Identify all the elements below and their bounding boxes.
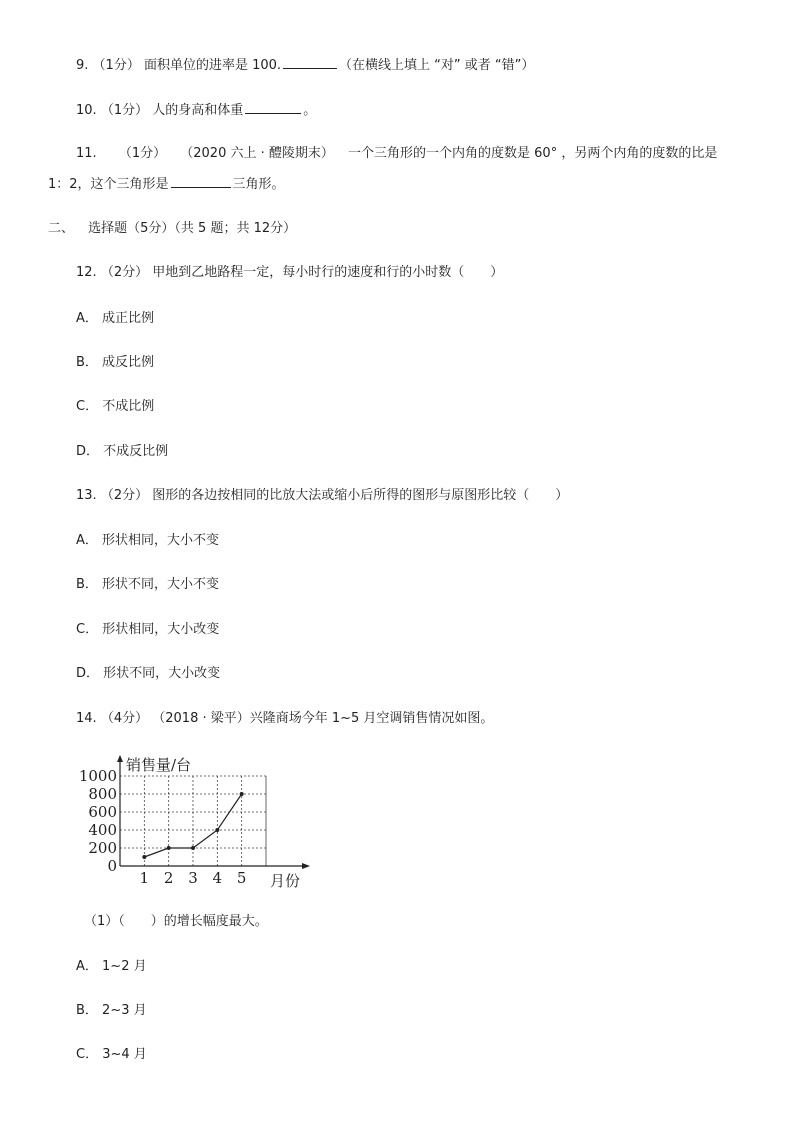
option-b[interactable]: B． 2~3 月 — [76, 1003, 147, 1018]
y-tick-label: 200 — [88, 839, 117, 857]
question-number: 14. — [76, 711, 97, 726]
question-text: 图形的各边按相同的比放大法或缩小后所得的图形与原图形比较（ ） — [152, 488, 569, 503]
option-c[interactable]: C． 不成比例 — [76, 399, 155, 414]
x-tick-label: 1 — [139, 869, 150, 887]
section-heading — [48, 220, 296, 238]
x-tick-label: 3 — [188, 869, 198, 887]
question-11-continued — [48, 175, 285, 194]
question-11 — [76, 145, 717, 163]
question-text: 面积单位的进率是 100. — [143, 58, 282, 73]
option-c[interactable]: C． 形状相同，大小改变 — [76, 622, 220, 637]
option-b[interactable]: B． 成反比例 — [76, 355, 155, 370]
option-a[interactable]: A． 形状相同，大小不变 — [76, 533, 220, 548]
x-tick-label: 4 — [212, 869, 223, 887]
answer-blank[interactable] — [283, 56, 337, 69]
section-title: 选择题（5分）（共 5 题；共 12分） — [88, 221, 297, 236]
question-number: 9. — [76, 58, 89, 73]
section-number: 二、 — [48, 221, 75, 236]
question-score: （1分） — [118, 146, 167, 161]
x-axis-label: 月份 — [270, 872, 301, 890]
question-number: 13. — [76, 488, 97, 503]
y-tick-label: 1000 — [78, 767, 117, 785]
option-b[interactable]: B． 形状不同，大小不变 — [76, 577, 220, 592]
question-9 — [76, 56, 534, 75]
chart-axes — [79, 755, 310, 887]
y-axis-label: 销售量/台 — [126, 756, 192, 774]
data-point — [240, 792, 244, 796]
question-score: （2分） — [100, 488, 149, 503]
question-text: 1：2，这个三角形是 — [48, 177, 169, 192]
data-point — [167, 846, 171, 850]
y-tick-label: 0 — [107, 857, 117, 875]
question-text-tail: 三角形。 — [232, 177, 285, 192]
question-14 — [76, 710, 493, 728]
question-text-tail: 。 — [303, 103, 317, 118]
question-text: 甲地到乙地路程一定，每小时行的速度和行的小时数（ ） — [152, 265, 504, 280]
option-d[interactable]: D． 不成反比例 — [76, 444, 169, 459]
question-source: （2020 六上 · 醴陵期末） — [180, 146, 334, 161]
data-point — [142, 855, 146, 859]
y-axis-arrow — [117, 755, 123, 762]
answer-blank[interactable] — [245, 101, 301, 114]
option-c[interactable]: C． 3~4 月 — [76, 1047, 147, 1062]
question-10 — [76, 101, 316, 120]
x-tick-label: 2 — [163, 869, 174, 887]
question-number: 10. — [76, 103, 97, 118]
option-d[interactable]: D． 形状不同，大小改变 — [76, 666, 221, 681]
question-text: （2018 · 梁平）兴隆商场今年 1~5 月空调销售情况如图。 — [152, 711, 494, 726]
y-tick-label: 400 — [88, 821, 117, 839]
question-score: （1分） — [100, 103, 149, 118]
question-text: 人的身高和体重 — [152, 103, 244, 118]
question-13 — [76, 487, 568, 505]
data-point — [191, 846, 195, 850]
chart-grid — [120, 776, 266, 866]
data-point — [215, 828, 219, 832]
question-text-tail: （在横线上填上 “对” 或者 “错”） — [339, 58, 535, 73]
sales-line-chart — [74, 752, 324, 892]
y-tick-label: 600 — [88, 803, 117, 821]
x-tick-label: 5 — [236, 869, 247, 887]
answer-blank[interactable] — [171, 175, 231, 188]
question-12 — [76, 264, 503, 282]
question-score: （1分） — [92, 58, 140, 73]
x-axis-arrow — [302, 863, 310, 869]
question-number: 12. — [76, 265, 97, 280]
option-a[interactable]: A． 1~2 月 — [76, 959, 147, 974]
question-score: （2分） — [100, 265, 149, 280]
option-a[interactable]: A． 成正比例 — [76, 311, 155, 326]
question-number: 11. — [76, 146, 97, 161]
sub-question-1: （1）（ ）的增长幅度最大。 — [84, 914, 268, 929]
y-tick-label: 800 — [88, 785, 117, 803]
question-text: 一个三角形的一个内角的度数是 60° ，另两个内角的度数的比是 — [348, 146, 718, 161]
question-score: （4分） — [100, 711, 149, 726]
